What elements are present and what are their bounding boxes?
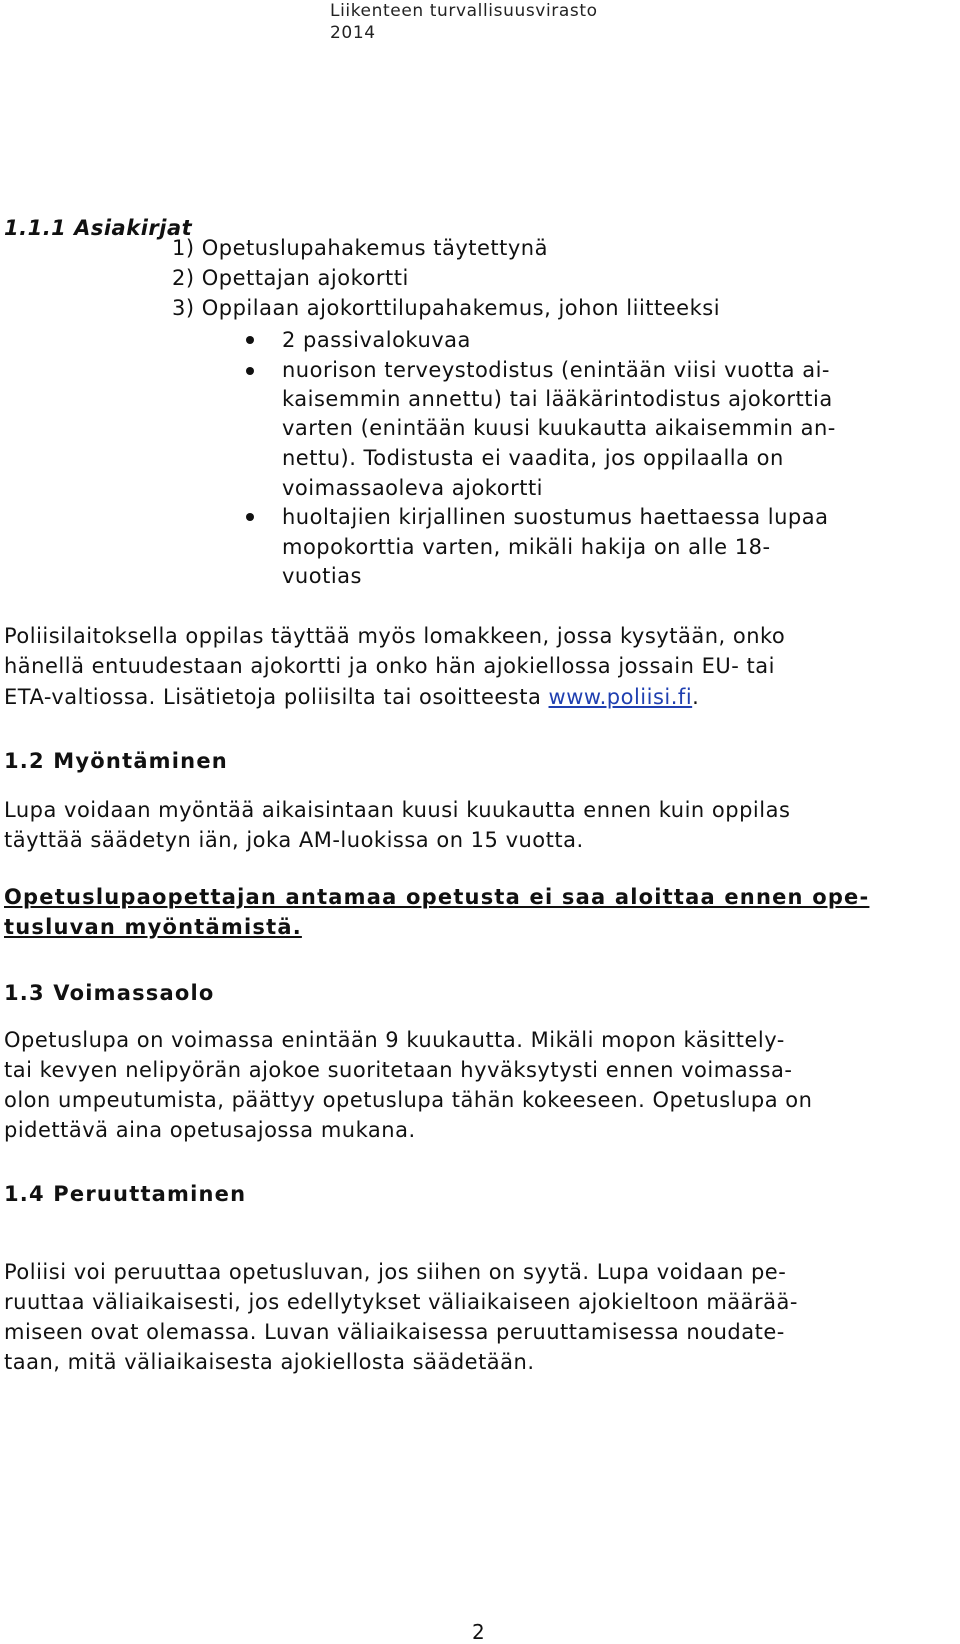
bullet-dot-icon <box>246 513 254 521</box>
bullet-item-photos: 2 passivalokuvaa <box>282 328 471 352</box>
bullet-item-guardian-line: huoltajien kirjallinen suostumus haettaessa lupaa <box>282 505 829 529</box>
bullet-item-health-line: nuorison terveystodistus (enintään viisi vuotta ai- <box>282 358 831 382</box>
page-header: Liikenteen turvallisuusvirasto 2014 <box>330 1 598 43</box>
paragraph-line: ruuttaa väliaikaisesti, jos edellytykset väliaikaiseen ajokieltoon määrää- <box>4 1290 798 1314</box>
paragraph-line: Poliisilaitoksella oppilas täyttää myös lomakkeen, jossa kysytään, onko <box>4 624 786 648</box>
bullet-item-guardian-line: mopokorttia varten, mikäli hakija on alle 18- <box>282 535 771 559</box>
page-number: 2 <box>472 1620 485 1644</box>
bullet-item-health-line: nettu). Todistusta ei vaadita, jos oppilaalla on <box>282 446 784 470</box>
list-item: 1) Opetuslupahakemus täytettynä <box>172 236 548 260</box>
section-heading-asiakirjat: 1.1.1 Asiakirjat <box>4 216 193 240</box>
poliisi-link[interactable]: www.poliisi.fi <box>548 685 693 709</box>
emphasis-line: tusluvan myöntämistä. <box>4 915 302 939</box>
paragraph-line: olon umpeutumista, päättyy opetuslupa tähän kokeeseen. Opetuslupa on <box>4 1088 813 1112</box>
paragraph-line: taan, mitä väliaikaisesta ajokiellosta säädetään. <box>4 1350 535 1374</box>
paragraph-line: Lupa voidaan myöntää aikaisintaan kuusi kuukautta ennen kuin oppilas <box>4 798 791 822</box>
bullet-item-health-line: varten (enintään kuusi kuukautta aikaisemmin an- <box>282 416 836 440</box>
paragraph-line: tai kevyen nelipyörän ajokoe suoritetaan hyväksytysti ennen voimassa- <box>4 1058 793 1082</box>
paragraph-line: pidettävä aina opetusajossa mukana. <box>4 1118 416 1142</box>
section-heading-peruuttaminen: 1.4 Peruuttaminen <box>4 1182 247 1206</box>
link-suffix: . <box>692 685 700 709</box>
paragraph-line: hänellä entuudestaan ajokortti ja onko hän ajokiellossa jossain EU- tai <box>4 654 775 678</box>
paragraph-line-with-link <box>4 683 699 711</box>
paragraph-line: Poliisi voi peruuttaa opetusluvan, jos siihen on syytä. Lupa voidaan pe- <box>4 1260 787 1284</box>
bullet-dot-icon <box>246 367 254 375</box>
bullet-item-health-line: kaisemmin annettu) tai lääkärintodistus ajokorttia <box>282 387 833 411</box>
paragraph-text: ETA-valtiossa. Lisätietoja poliisilta tai osoitteesta <box>4 685 549 709</box>
bullet-item-health-line: voimassaoleva ajokortti <box>282 476 544 500</box>
section-heading-myontaminen: 1.2 Myöntäminen <box>4 749 228 773</box>
emphasis-line: Opetuslupaopettajan antamaa opetusta ei saa aloittaa ennen ope- <box>4 885 870 909</box>
paragraph-line: miseen ovat olemassa. Luvan väliaikaisessa peruuttamisessa noudate- <box>4 1320 785 1344</box>
bullet-item-guardian-line: vuotias <box>282 564 362 588</box>
paragraph-line: täyttää säädetyn iän, joka AM-luokissa on 15 vuotta. <box>4 828 584 852</box>
list-item: 3) Oppilaan ajokorttilupahakemus, johon liitteeksi <box>172 296 721 320</box>
bullet-dot-icon <box>246 336 254 344</box>
list-item: 2) Opettajan ajokortti <box>172 266 409 290</box>
section-heading-voimassaolo: 1.3 Voimassaolo <box>4 981 215 1005</box>
paragraph-line: Opetuslupa on voimassa enintään 9 kuukautta. Mikäli mopon käsittely- <box>4 1028 785 1052</box>
